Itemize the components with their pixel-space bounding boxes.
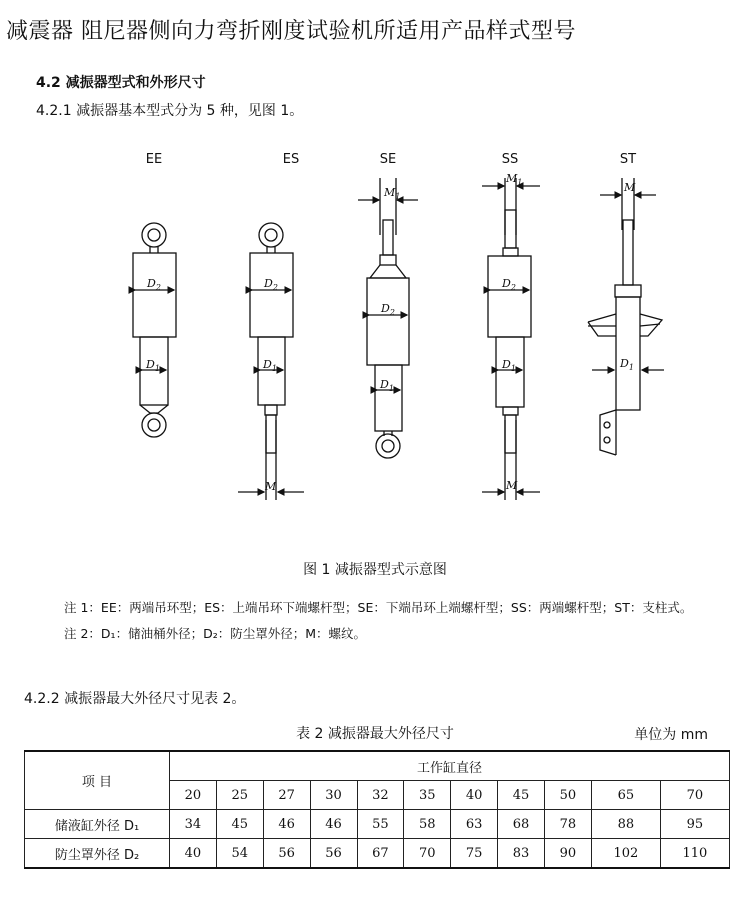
bore-cell: 50 [545,781,592,810]
row-label-d2: 防尘罩外径 D₂ [25,839,170,869]
table-cell: 88 [591,810,660,839]
m1-label-se: $M_1$ [384,186,401,201]
section-4-2-heading: 4.2 减振器型式和外形尺寸 [36,75,206,91]
type-ee-label: EE [145,152,163,167]
bore-group-header: 工作缸直径 [170,751,730,781]
bore-cell: 65 [591,781,660,810]
type-ee-drawing [133,152,176,437]
table-cell: 56 [263,839,310,869]
table-cell: 75 [451,839,498,869]
page-title: 减震器 阻尼器侧向力弯折刚度试验机所适用产品样式型号 [6,19,576,44]
type-ss-label: SS [501,152,519,167]
bore-cell: 45 [498,781,545,810]
table-cell: 46 [310,810,357,839]
note-1: 注 1：EE：两端吊环型；ES：上端吊环下端螺杆型；SE：下端吊环上端螺杆型；SS：两端螺杆型；ST：支柱式。 [64,600,693,615]
bore-cell: 25 [216,781,263,810]
bore-cell: 27 [263,781,310,810]
bore-cell: 40 [451,781,498,810]
table-cell: 95 [660,810,729,839]
m-label-es: M [265,480,277,493]
table-cell: 110 [660,839,729,869]
figure-1 [0,140,750,510]
d1-label-es: $D_1$ [263,358,277,373]
table-title: 表 2 减振器最大外径尺寸 [296,726,454,742]
table-cell: 46 [263,810,310,839]
type-se-drawing [358,152,418,458]
table-cell: 90 [545,839,592,869]
d2-label-es: $D_2$ [264,277,278,292]
type-es-label: ES [282,152,300,167]
d1-label-st: $D_1$ [620,357,634,372]
table-cell: 40 [170,839,217,869]
table-cell: 54 [216,839,263,869]
row-label-d1: 储液缸外径 D₁ [25,810,170,839]
table-unit: 单位为 mm [634,727,708,743]
bore-cell: 20 [170,781,217,810]
table-cell: 83 [498,839,545,869]
m1-label-ss: $M_1$ [506,172,523,187]
table-cell: 78 [545,810,592,839]
note-2: 注 2：D₁：储油桶外径；D₂：防尘罩外径；M：螺纹。 [64,626,366,641]
figure-caption: 图 1 减振器型式示意图 [303,562,447,578]
type-es-drawing [238,152,304,500]
table-cell: 34 [170,810,217,839]
bore-cell: 30 [310,781,357,810]
type-se-label: SE [379,152,397,167]
table-row [25,810,730,839]
m-label-ss: M [506,479,518,492]
d2-label-ee: $D_2$ [147,277,161,292]
table-cell: 63 [451,810,498,839]
type-st-label: ST [619,152,637,167]
table-row [25,839,730,869]
table-cell: 58 [404,810,451,839]
bore-cell: 32 [357,781,404,810]
bore-cell: 70 [660,781,729,810]
dimension-table [24,750,730,869]
type-ss-drawing [482,152,540,500]
table-cell: 102 [591,839,660,869]
d1-label-ss: $D_1$ [502,358,516,373]
item-header: 项 目 [25,751,170,810]
table-cell: 45 [216,810,263,839]
section-4-2-1-text: 4.2.1 减振器基本型式分为 5 种，见图 1。 [36,103,304,119]
d1-label-se: $D_1$ [380,378,394,393]
bore-cell: 35 [404,781,451,810]
d1-label-ee: $D_1$ [146,358,160,373]
table-cell: 68 [498,810,545,839]
table-cell: 70 [404,839,451,869]
table-cell: 56 [310,839,357,869]
section-4-2-2-text: 4.2.2 减振器最大外径尺寸见表 2。 [24,691,246,707]
m-label-st: M [624,181,636,194]
table-cell: 55 [357,810,404,839]
d2-label-se: $D_2$ [381,302,395,317]
table-cell: 67 [357,839,404,869]
type-st-drawing [588,152,664,455]
shock-absorber-diagram [0,140,750,510]
d2-label-ss: $D_2$ [502,277,516,292]
